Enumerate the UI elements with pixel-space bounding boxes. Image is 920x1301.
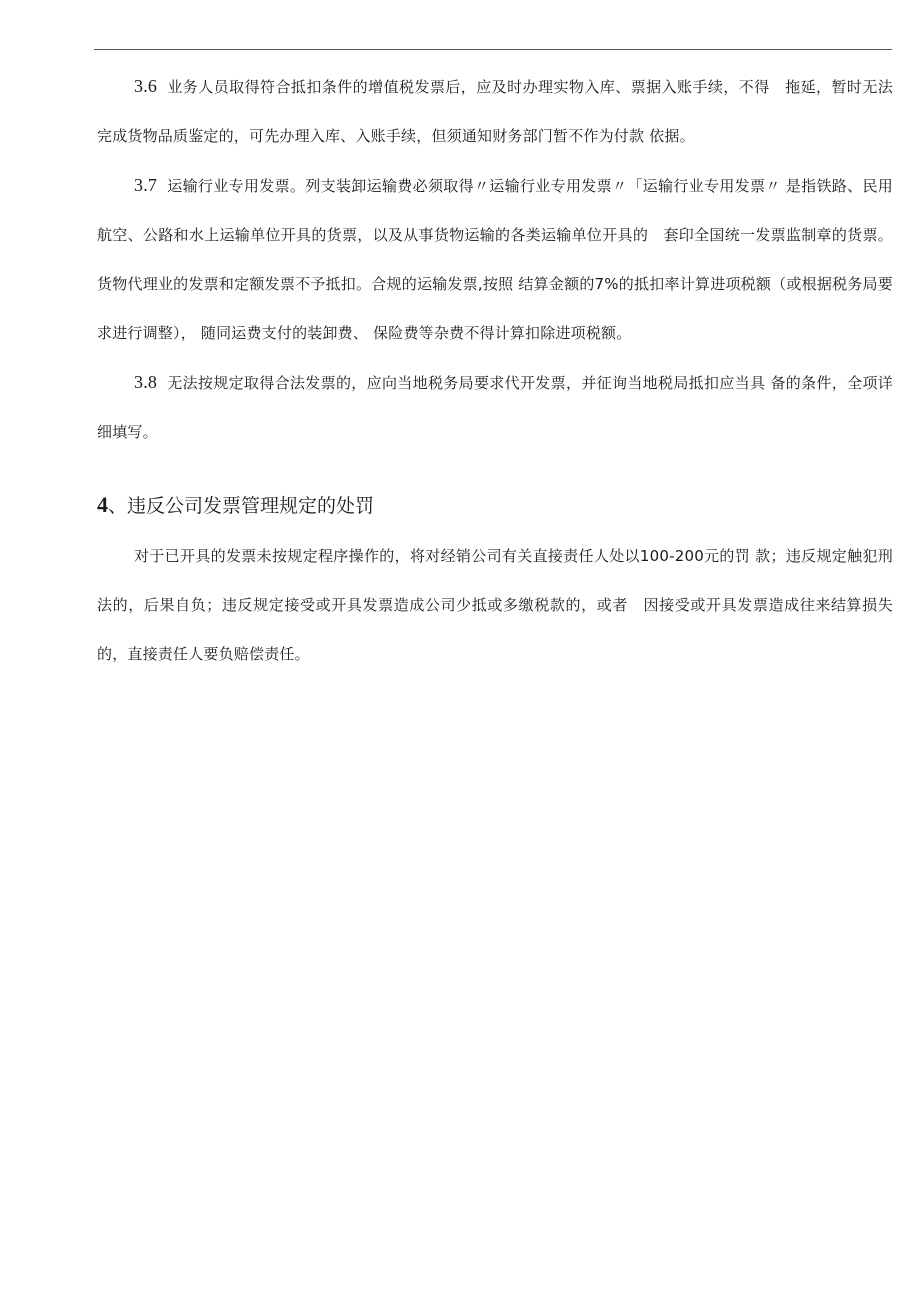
section-text: 无法按规定取得合法发票的，应向当地税务局要求代开发票，并征询当地税局抵扣应当具 备的条件，全项详细填写。 (97, 374, 893, 441)
section-text: 运输行业专用发票。列支装卸运输费必须取得〃运输行业专用发票〃「运输行业专用发票〃 是指铁路、民用航空、公路和水上运输单位开具的货票，以及从事货物运输的各类运输单位开具的 套印全国统一发票监制章的货票。货物代理业的发票和定额发票不予抵扣。合规的运输发票,按照 结算金额的7%的抵扣率计算进项税额（或根据税务局要求进行调整）， 随同运费支付的装卸费、 保险费等杂费不得计算扣除进项税额。 (97, 177, 893, 342)
document-body (97, 62, 893, 679)
section-3-8 (97, 358, 893, 457)
section-spacer (97, 457, 893, 477)
penalty-paragraph (97, 532, 893, 679)
penalty-text: 对于已开具的发票未按规定程序操作的，将对经销公司有关直接责任人处以100-200元的罚 款；违反规定触犯刑法的，后果自负；违反规定接受或开具发票造成公司少抵或多缴税款的，或者 因接受或开具发票造成往来结算损失的，直接责任人要负赔偿责任。 (97, 547, 893, 663)
header-rule (94, 49, 892, 50)
section-3-7 (97, 161, 893, 358)
section-text: 业务人员取得符合抵扣条件的增值税发票后，应及时办理实物入库、票据入账手续，不得 拖延，暂时无法完成货物品质鉴定的，可先办理入库、入账手续，但须通知财务部门暂不作为付款 依据。 (97, 78, 893, 145)
section-heading (97, 485, 893, 526)
section-number: 3.8 (134, 372, 158, 392)
section-3-6 (97, 62, 893, 161)
heading-number: 4 (97, 492, 108, 517)
section-number: 3.7 (134, 175, 158, 195)
heading-title: 、违反公司发票管理规定的处罚 (108, 495, 375, 517)
section-number: 3.6 (134, 76, 158, 96)
